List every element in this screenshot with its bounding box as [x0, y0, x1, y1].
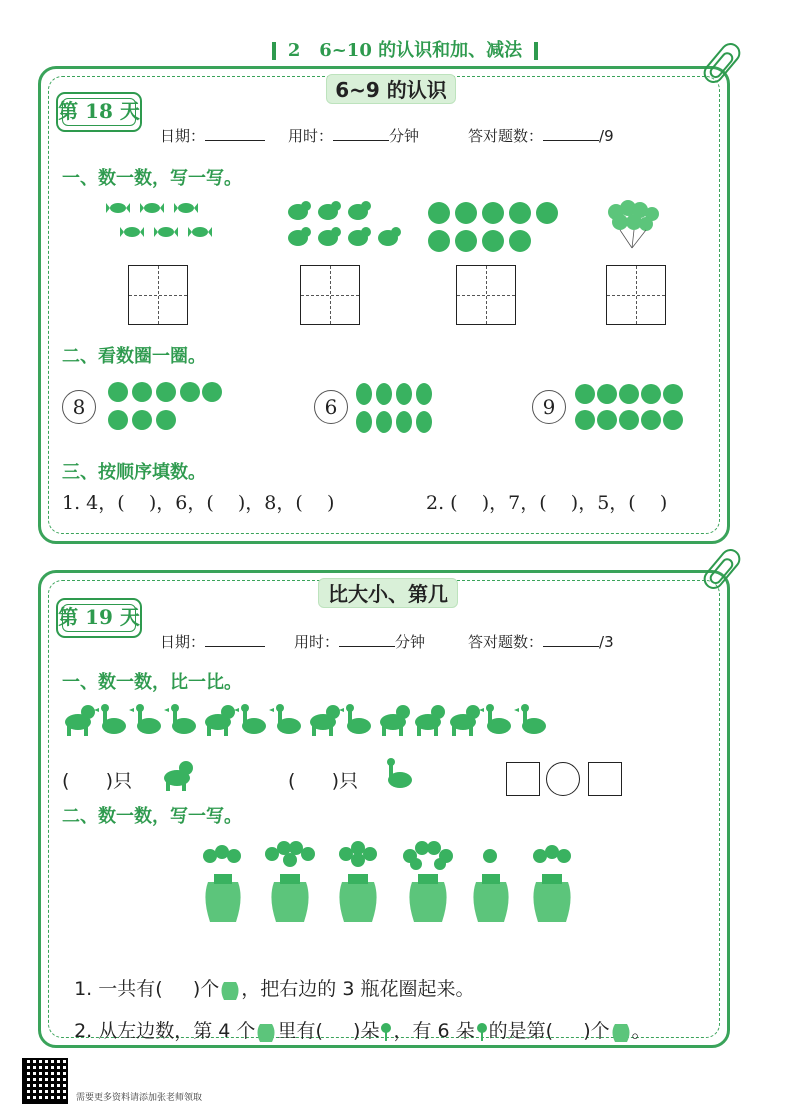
bird-group [286, 200, 378, 252]
flower-icon [379, 1022, 393, 1042]
compare-box-left[interactable] [506, 762, 540, 796]
score-total: /3 [599, 633, 614, 651]
day18-time [288, 125, 419, 146]
day18-q1-title: 一、数一数，写一写。 [62, 168, 242, 189]
score-total: /9 [599, 127, 614, 145]
date-blank[interactable] [205, 633, 265, 647]
answer-box[interactable] [300, 265, 360, 325]
header-bars-left [272, 42, 276, 60]
q2-part-c: ，有 6 朵 [393, 1020, 475, 1042]
section-header [255, 36, 555, 60]
strawberry-icon [428, 202, 450, 224]
day19-q1-title: 一、数一数，比一比。 [62, 672, 242, 693]
goose-icon [94, 704, 126, 734]
score-label: 答对题数： [468, 127, 544, 145]
day18-badge: 第 18 天 [56, 92, 142, 132]
dog-count[interactable]: ( )只 [62, 770, 133, 792]
day18-score [468, 125, 614, 146]
bird-icon [288, 201, 311, 220]
flower-icon [475, 1022, 489, 1042]
q1-part-a[interactable]: 1. 一共有( )个 [74, 978, 220, 1000]
goose-icon [164, 704, 196, 734]
animal-row [62, 698, 582, 740]
pear-group[interactable] [354, 378, 444, 436]
time-unit: 分钟 [395, 633, 426, 651]
dog-icon [205, 705, 235, 736]
goose-icon [234, 704, 266, 734]
candy-icon [106, 203, 130, 213]
candy-group [104, 198, 216, 248]
footer-note: 需要更多资料请添加张老师领取 [76, 1093, 203, 1103]
sequence-line-2[interactable]: 2. ( )，7，( )，5，( ) [426, 492, 668, 514]
day19-date [160, 631, 265, 652]
vase-icon [339, 841, 377, 922]
score-blank[interactable] [543, 127, 599, 141]
day19-score [468, 631, 614, 652]
goose-icon [514, 704, 546, 734]
dog-icon [415, 705, 445, 736]
time-unit: 分钟 [389, 127, 420, 145]
goose-icon [339, 704, 371, 734]
day18-title: 6~9 的认识 [326, 74, 456, 104]
date-blank[interactable] [205, 127, 265, 141]
bird-icon [348, 227, 371, 246]
sequence-line-1[interactable]: 1. 4，( )，6，( )，8，( ) [62, 492, 335, 514]
strawberry-group [428, 200, 558, 254]
day19-q2-title: 二、数一数，写一写。 [62, 806, 242, 827]
compare-box-right[interactable] [588, 762, 622, 796]
bird-icon [318, 227, 341, 246]
strawberry-icon [482, 230, 504, 252]
dog-icon [380, 705, 410, 736]
goose-count[interactable]: ( )只 [288, 770, 359, 792]
vase-row [196, 838, 586, 930]
day19-title: 比大小、第几 [318, 578, 458, 608]
candy-icon [154, 227, 178, 237]
qr-code-icon [22, 1058, 68, 1104]
strawberry-icon [482, 202, 504, 224]
vase-icon [533, 845, 571, 922]
vase-question-2 [62, 994, 651, 1044]
circle-number: 8 [62, 390, 96, 424]
candy-icon [120, 227, 144, 237]
orange-group[interactable] [106, 380, 218, 436]
dog-icon [310, 705, 340, 736]
answer-box[interactable] [128, 265, 188, 325]
candy-icon [188, 227, 212, 237]
candy-icon [140, 203, 164, 213]
circle-number: 9 [532, 390, 566, 424]
watermelon-group[interactable] [574, 382, 684, 434]
compare-symbol-circle[interactable] [546, 762, 580, 796]
vase-icon [610, 1020, 632, 1044]
dog-icon [160, 758, 194, 792]
vase-icon [255, 1020, 277, 1044]
strawberry-icon [509, 202, 531, 224]
strawberry-icon [536, 202, 558, 224]
time-blank[interactable] [339, 633, 395, 647]
day18-q3-title: 三、按顺序填数。 [62, 462, 206, 483]
score-blank[interactable] [543, 633, 599, 647]
time-blank[interactable] [333, 127, 389, 141]
q1-part-b: ，把右边的 3 瓶花圈起来。 [241, 978, 475, 1000]
strawberry-icon [455, 230, 477, 252]
section-title: 6~10 的认识和加、减法 [319, 40, 523, 61]
goose-icon [129, 704, 161, 734]
day19-time [294, 631, 425, 652]
goose-icon [269, 704, 301, 734]
bird-icon [318, 201, 341, 220]
section-number: 2 [287, 40, 301, 61]
strawberry-icon [428, 230, 450, 252]
time-label: 用时： [294, 633, 340, 651]
goose-icon [479, 704, 511, 734]
bird-icon [348, 201, 371, 220]
vase-icon [403, 841, 453, 922]
day19-badge: 第 19 天 [56, 598, 142, 638]
dog-icon [450, 705, 480, 736]
date-label: 日期： [160, 127, 206, 145]
goose-icon [384, 758, 414, 792]
vase-icon [265, 841, 315, 922]
q2-part-d[interactable]: 的是第( )个 [488, 1020, 610, 1042]
answer-box[interactable] [606, 265, 666, 325]
vase-icon [203, 845, 241, 922]
day18-q2-title: 二、看数圈一圈。 [62, 346, 206, 367]
time-label: 用时： [288, 127, 334, 145]
candy-icon [174, 203, 198, 213]
answer-box[interactable] [456, 265, 516, 325]
header-bars-right [534, 42, 538, 60]
score-label: 答对题数： [468, 633, 544, 651]
strawberry-icon [509, 230, 531, 252]
bird-icon [288, 227, 311, 246]
circle-number: 6 [314, 390, 348, 424]
q2-part-b[interactable]: 里有( )朵 [277, 1020, 380, 1042]
vase-icon [473, 849, 508, 922]
date-label: 日期： [160, 633, 206, 651]
dog-icon [65, 705, 95, 736]
q2-part-e: 。 [631, 1020, 651, 1042]
q2-part-a: 2. 从左边数，第 4 个 [74, 1020, 256, 1042]
balloon-group [604, 200, 662, 250]
day18-date [160, 125, 265, 146]
strawberry-icon [455, 202, 477, 224]
